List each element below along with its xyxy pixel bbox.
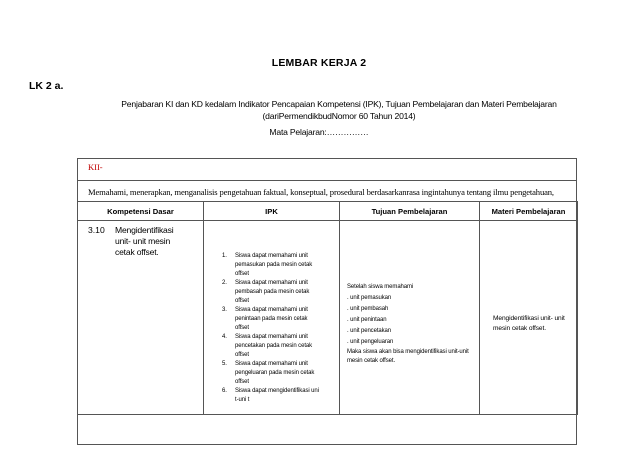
list-item: 1. Siswa dapat memahami unit pemasukan pada mesin cetak offset bbox=[222, 253, 313, 277]
ipk-cell bbox=[204, 221, 340, 415]
list-item: 3. Siswa dapat memahami unit penintaan pada mesin cetak offset bbox=[222, 307, 308, 331]
column-header-ipk: IPK bbox=[204, 202, 340, 221]
column-header-tujuan: Tujuan Pembelajaran bbox=[340, 202, 480, 221]
competency-table bbox=[77, 201, 578, 415]
kd-text: Mengidentifikasi unit- unit mesin cetak offset. bbox=[115, 225, 174, 257]
core-competency-text: Memahami, menerapkan, menganalisis pengetahuan faktual, konseptual, prosedural berdasarkanrasa ingintahunya tentang ilmu pengetahuan, bbox=[88, 187, 554, 197]
table-header-row bbox=[78, 202, 578, 221]
tujuan-line: Maka siswa akan bisa mengidentifikasi unit-unit mesin cetak offset. bbox=[347, 349, 469, 364]
kd-cell bbox=[78, 221, 204, 415]
list-item: 6. Siswa dapat mengidentifikasi uni t-uni t bbox=[222, 388, 319, 403]
tujuan-line: . unit penintaan bbox=[347, 317, 387, 323]
tujuan-line: . unit pembasah bbox=[347, 306, 389, 312]
list-item: 2. Siswa dapat memahami unit pembasah pada mesin cetak offset bbox=[222, 280, 310, 304]
worksheet-label: LK 2 a. bbox=[29, 80, 64, 92]
tujuan-cell bbox=[340, 221, 480, 415]
column-header-materi: Materi Pembelajaran bbox=[480, 202, 578, 221]
divider bbox=[77, 180, 577, 181]
tujuan-line: . unit pemasukan bbox=[347, 295, 392, 301]
list-item: 5. Siswa dapat memahami unit pengeluaran pada mesin cetak offset bbox=[222, 361, 315, 385]
core-competency-label: KII- bbox=[88, 162, 103, 172]
kd-number: 3.10 bbox=[88, 225, 105, 235]
page-title: LEMBAR KERJA 2 bbox=[271, 57, 367, 69]
materi-text: Mengidentifikasi unit- unit mesin cetak offset. bbox=[493, 315, 565, 332]
worksheet-description: Penjabaran KI dan KD kedalam Indikator Pencapaian Kompetensi (IPK), Tujuan Pembelajaran dan Materi Pembelajaran (dariPermendikbudNomor 60 Tahun 2014) bbox=[121, 99, 557, 121]
materi-cell bbox=[480, 221, 578, 415]
tujuan-line: . unit pencetakan bbox=[347, 328, 392, 334]
tujuan-line: . unit pengeluaran bbox=[347, 339, 394, 345]
subject-line: Mata Pelajaran:…………… bbox=[269, 127, 369, 137]
tujuan-line: Setelah siswa memahami bbox=[347, 284, 414, 290]
tujuan-text bbox=[347, 282, 482, 366]
table-row bbox=[78, 221, 578, 415]
list-item: 4. Siswa dapat memahami unit pencetakan pada mesin cetak offset bbox=[222, 334, 313, 358]
column-header-kompetensi-dasar: Kompetensi Dasar bbox=[78, 202, 204, 221]
